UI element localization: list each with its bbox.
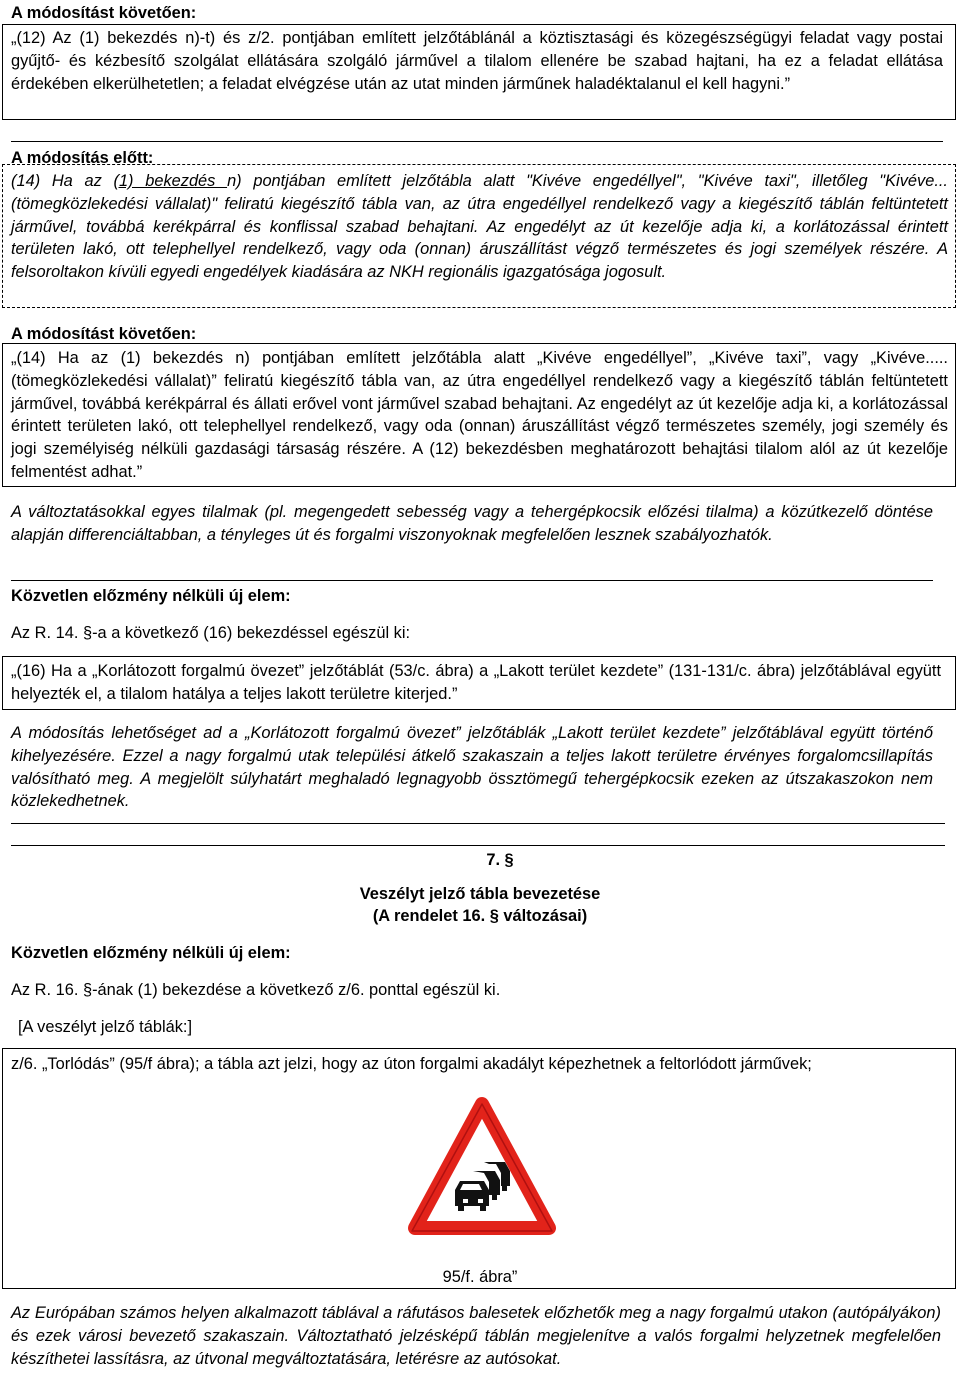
block4-text: „(16) Ha a „Korlátozott forgalmú övezet” jelzőtáblát (53/c. ábra) a „Lakott terület kezdete” (131-131/c. ábra) jelzőtáblával együtt helyezték el, a tilalom hatálya a teljes lakott területre kiterjed.”	[11, 662, 941, 703]
block5-bracket-label: [A veszélyt jelző táblák:]	[18, 1018, 193, 1036]
traffic-jam-warning-sign-icon	[407, 1096, 557, 1236]
note2-text: A módosítás lehetőséget ad a „Korlátozott forgalmú övezet” jelzőtáblák „Lakott terület kezdete” jelzőtáblával együtt történő kihelyezésére. Ezzel a nagy forgalmú utak települési átkelő szakaszain a teljes lakott területre érvényes forgalomcsillapítás valósítható meg. A megjelölt súlyhatárt meghaladó legnagyobb össztömegű tehergépkocsik ezeken az útszakaszokon nem közlekedhetnek.	[11, 724, 933, 811]
block2-heading: A módosítás előtt:	[11, 149, 154, 167]
block2-text-b: n) pontjában említett jelzőtábla alatt "Kivéve engedéllyel", "Kivéve taxi", illetőleg "Kivéve... (tömegközlekedési vállalat)" feliratú kiegészítő tábla van, az útra engedéllyel rendelkező vagy a kiegészítő táblán feltüntetett járművel, továbbá kerékpárral és konflissal szabad behajtani. Az engedélyt az út kezelője adja ki, a korlátozással érintett területen lakó, ott telephellyel rendelkező, vagy oda (onnan) áruszállítást végző természetes és jogi személyek részére. A felsoroltakon kívüli egyedi engedélyek kiadására az NKH regionális igazgatósága jogosult.	[11, 172, 948, 282]
note3-text: Az Európában számos helyen alkalmazott táblával a ráfutásos balesetek előzhetők meg a nagy forgalmú utakon (autópályákon) és ezek városi bevezető szakaszain. Változtatható jelzésképű táblán megjelenítve a valós forgalmi helyzetnek megfelelően készíthetei lassításra, az útvonal megváltoztatására, letérésre az autósokat.	[11, 1304, 941, 1368]
divider-line	[11, 845, 945, 846]
block3-heading: A módosítást követően:	[11, 325, 197, 343]
block1-text: „(12) Az (1) bekezdés n)-t) és z/2. pontjában említett jelzőtáblánál a köztisztasági és közegészségügyi feladat vagy postai gyűjtő- és kézbesítő szolgálat ellátására szolgáló járművel a tilalom ellenére be szabad hajtani, ha ez a feladat ellátása érdekében elkerülhetetlen; a feladat elvégzése után az utat minden járműnek haladéktalanul el kell hagyni.”	[11, 29, 943, 93]
divider-line	[11, 823, 945, 824]
divider-line	[11, 580, 933, 581]
figure-caption: 95/f. ábra”	[442, 1268, 518, 1286]
block5-text: z/6. „Torlódás” (95/f ábra); a tábla azt jelzi, hogy az úton forgalmi akadályt képezhetnek a feltorlódott járművek;	[11, 1055, 812, 1073]
section-title: Veszélyt jelző tábla bevezetése	[359, 885, 601, 903]
block3-text: „(14) Ha az (1) bekezdés n) pontjában említett jelzőtábla alatt „Kivéve engedéllyel”, „Kivéve taxi”, vagy „Kivéve.....(tömegközlekedési vállalat)” feliratú kiegészítő tábla van, az útra engedéllyel rendelkező vagy a kiegészítő táblán feltüntetett járművel, továbbá kerékpárral és állati erővel vont járművel szabad behajtani. Az engedélyt az út kezelője adja ki, a korlátozással érintett területen lakó, ott telephellyel rendelkező, vagy oda (onnan) áruszállítást végző természetes személy, jogi személy és jogi személyiség nélküli gazdasági társaság részére. A (12) bekezdésben meghatározott behajtási tilalom alól az út kezelője felmentést adhat.”	[11, 349, 948, 481]
note1-text: A változtatásokkal egyes tilalmak (pl. megengedett sebesség vagy a tehergépkocsik előzési tilalma) a közútkezelő döntése alapján differenciáltabban, a tényleges út és forgalmi viszonyoknak megfelelően lesznek szabályozhatók.	[11, 503, 933, 544]
block2-text	[11, 170, 948, 284]
block2-text-underlined: (1) bekezdés	[113, 172, 228, 190]
divider-line	[11, 141, 943, 142]
section-subtitle: (A rendelet 16. § változásai)	[372, 907, 588, 925]
block2-text-a: (14) Ha az	[11, 172, 114, 190]
section-number: 7. §	[486, 851, 514, 869]
block5-heading: Közvetlen előzmény nélküli új elem:	[11, 944, 291, 962]
block2-dashed-right	[955, 164, 956, 308]
block1-heading: A módosítást követően:	[11, 4, 197, 22]
block2-dashed-left	[2, 164, 3, 308]
block4-heading: Közvetlen előzmény nélküli új elem:	[11, 587, 291, 605]
block5-intro: Az R. 16. §-ának (1) bekezdése a következő z/6. ponttal egészül ki.	[11, 981, 501, 999]
block4-intro: Az R. 14. §-a a következő (16) bekezdéssel egészül ki:	[11, 624, 411, 642]
